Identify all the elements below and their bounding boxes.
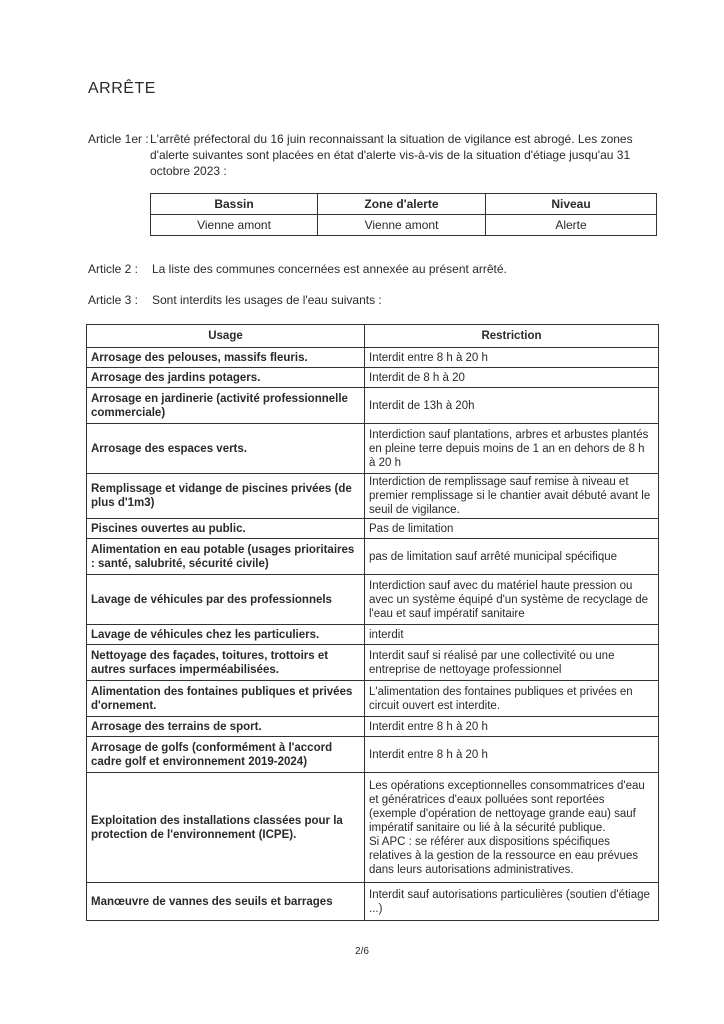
alert-zones-table xyxy=(150,193,657,236)
article-2 xyxy=(88,261,660,277)
usage-row xyxy=(87,625,659,645)
usage-row xyxy=(87,519,659,539)
zones-cell-niveau: Alerte xyxy=(486,215,657,236)
usage-header-row xyxy=(87,325,659,348)
usage-row xyxy=(87,424,659,474)
restriction-cell: L'alimentation des fontaines publiques et privées en circuit ouvert est interdite. xyxy=(365,681,659,717)
usage-row xyxy=(87,681,659,717)
restriction-cell: Interdiction de remplissage sauf remise à niveau et premier remplissage si le chantier avait débuté avant le seuil de vigilance. xyxy=(365,474,659,519)
usage-cell: Arrosage des espaces verts. xyxy=(87,424,365,474)
usage-cell: Arrosage des jardins potagers. xyxy=(87,368,365,388)
zones-row xyxy=(151,215,657,236)
usage-row xyxy=(87,474,659,519)
usage-row xyxy=(87,539,659,575)
zones-header-zone: Zone d'alerte xyxy=(318,194,486,215)
usage-cell: Nettoyage des façades, toitures, trottoirs et autres surfaces imperméabilisées. xyxy=(87,645,365,681)
usage-cell: Arrosage en jardinerie (activité professionnelle commerciale) xyxy=(87,388,365,424)
usage-row xyxy=(87,717,659,737)
article-1 xyxy=(88,131,660,179)
zones-header-row xyxy=(151,194,657,215)
usage-row xyxy=(87,645,659,681)
zones-header-niveau: Niveau xyxy=(486,194,657,215)
usage-cell: Remplissage et vidange de piscines privées (de plus d'1m3) xyxy=(87,474,365,519)
usage-row xyxy=(87,575,659,625)
article-1-text: L'arrêté préfectoral du 16 juin reconnaissant la situation de vigilance est abrogé. Les zones d'alerte suivantes sont placées en état d'alerte vis-à-vis de la situation d'étiage jusqu'au 31 octobre 2023 : xyxy=(150,132,633,178)
usage-cell: Arrosage de golfs (conformément à l'accord cadre golf et environnement 2019-2024) xyxy=(87,737,365,773)
usage-cell: Manœuvre de vannes des seuils et barrages xyxy=(87,883,365,921)
restriction-cell: Interdiction sauf plantations, arbres et arbustes plantés en pleine terre depuis moins de 1 an en dehors de 8 h à 20 h xyxy=(365,424,659,474)
article-2-label: Article 2 : xyxy=(88,262,139,276)
article-3-text: Sont interdits les usages de l'eau suivants : xyxy=(152,293,382,307)
page-number: 2/6 xyxy=(355,946,369,957)
restriction-cell: Interdit entre 8 h à 20 h xyxy=(365,348,659,368)
restriction-cell: Interdit sauf si réalisé par une collectivité ou une entreprise de nettoyage professionnel xyxy=(365,645,659,681)
usage-header: Usage xyxy=(87,325,365,348)
zones-cell-zone: Vienne amont xyxy=(318,215,486,236)
restriction-cell: pas de limitation sauf arrêté municipal spécifique xyxy=(365,539,659,575)
usage-row xyxy=(87,388,659,424)
article-3-label: Article 3 : xyxy=(88,293,139,307)
restriction-cell: Interdit entre 8 h à 20 h xyxy=(365,717,659,737)
restriction-cell: Pas de limitation xyxy=(365,519,659,539)
usage-cell: Alimentation en eau potable (usages prioritaires : santé, salubrité, sécurité civile) xyxy=(87,539,365,575)
usage-row xyxy=(87,348,659,368)
usage-cell: Arrosage des pelouses, massifs fleuris. xyxy=(87,348,365,368)
zones-cell-bassin: Vienne amont xyxy=(151,215,318,236)
usage-cell: Lavage de véhicules par des professionnels xyxy=(87,575,365,625)
restriction-cell: Les opérations exceptionnelles consommatrices d'eau et génératrices d'eaux polluées sont reportées (exemple d'opération de nettoyage grande eau) sauf impératif sanitaire ou lié à la sécurité publique. Si APC : se référer aux dispositions spécifiques relatives à la gestion de la ressource en eau prévues dans leurs autorisations administratives. xyxy=(365,773,659,883)
water-usage-table xyxy=(86,324,659,921)
article-1-label: Article 1er : xyxy=(88,132,149,146)
restriction-cell: interdit xyxy=(365,625,659,645)
usage-row xyxy=(87,368,659,388)
usage-row xyxy=(87,883,659,921)
restriction-cell: Interdit de 13h à 20h xyxy=(365,388,659,424)
usage-cell: Piscines ouvertes au public. xyxy=(87,519,365,539)
usage-cell: Alimentation des fontaines publiques et privées d'ornement. xyxy=(87,681,365,717)
page-title: ARRÊTE xyxy=(88,80,156,97)
article-3 xyxy=(88,292,660,308)
restriction-cell: Interdit entre 8 h à 20 h xyxy=(365,737,659,773)
usage-cell: Lavage de véhicules chez les particuliers. xyxy=(87,625,365,645)
article-2-text: La liste des communes concernées est annexée au présent arrêté. xyxy=(152,262,507,276)
usage-cell: Exploitation des installations classées pour la protection de l'environnement (ICPE). xyxy=(87,773,365,883)
restriction-cell: Interdiction sauf avec du matériel haute pression ou avec un système équipé d'un système de recyclage de l'eau et sauf impératif sanitaire xyxy=(365,575,659,625)
restriction-header: Restriction xyxy=(365,325,659,348)
usage-cell: Arrosage des terrains de sport. xyxy=(87,717,365,737)
usage-row xyxy=(87,737,659,773)
zones-header-bassin: Bassin xyxy=(151,194,318,215)
restriction-cell: Interdit de 8 h à 20 xyxy=(365,368,659,388)
restriction-cell: Interdit sauf autorisations particulières (soutien d'étiage ...) xyxy=(365,883,659,921)
usage-row xyxy=(87,773,659,883)
